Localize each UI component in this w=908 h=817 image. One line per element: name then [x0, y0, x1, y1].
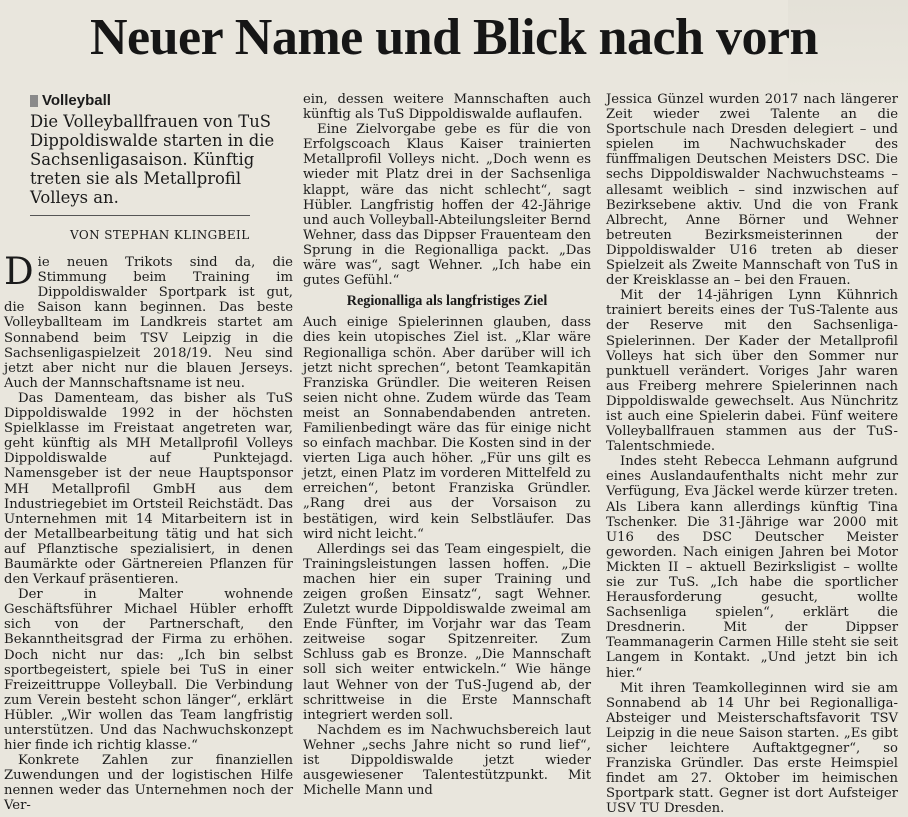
- paragraph: Nachdem es im Nachwuchsbereich laut Wehner „sechs Jahre nicht so rund lief“, ist Dippoldiswalde jetzt wieder ausgewiesener Talentestützpunkt. Mit Michelle Mann und: [303, 722, 591, 799]
- kicker: [30, 92, 293, 110]
- paragraph: Mit der 14-jährigen Lynn Kühnrich trainiert bereits eines der TuS-Talente aus der Reserve mit den Sachsenliga-Spielerinnen. Der Kader der Metallprofil Volleys hat sich über den Sommer nur punktuell verändert. Voriges Jahr waren aus Freiberg mehrere Spielerinnen nach Dippoldiswalde gewechselt. Aus Nünchritz ist auch eine Spielerin dabei. Fünf weitere Volleyballfrauen stammen aus der TuS-Talentschmiede.: [606, 288, 898, 455]
- paragraph: Mit ihren Teamkolleginnen wird sie am Sonnabend ab 14 Uhr bei Regionalliga-Absteiger und Meisterschaftsfavorit TSV Leipzig in die neue Saison starten. „Es gibt sicher leichtere Auftaktgegner“, so Franziska Gründler. Das erste Heimspiel findet am 27. Oktober im heimischen Sportpark statt. Gegner ist dort Aufsteiger USV TU Dresden.: [606, 680, 898, 817]
- headline: Neuer Name und Blick nach vorn: [90, 9, 818, 66]
- column-3: [606, 92, 898, 817]
- paragraph: Eine Zielvorgabe gebe es für die von Erfolgscoach Klaus Kaiser trainierten Metallprofil Volleys nicht. „Doch wenn es wieder mit Platz drei in der Sachsenliga klappt, wäre das nicht schlecht“, sagt Hübler. Langfristig hoffen der 42-Jährige und auch Volleyball-Abteilungsleiter Bernd Wehner, dass das Dippser Frauenteam den Sprung in die Regionalliga packt. „Das wäre was“, sagt Wehner. „Ich habe ein gutes Gefühl.“: [303, 122, 591, 289]
- teaser: Die Volleyballfrauen von TuS Dippoldiswalde starten in die Sachsenligasaison. Künftig treten sie als Metallprofil Volleys an.: [30, 112, 275, 207]
- paragraph: Jessica Günzel wurden 2017 nach längerer Zeit wieder zwei Talente an die Sportschule nach Dresden delegiert – und spielen im Nachwuchskader des fünffmaligen Deutschen Meisters DSC. Die sechs Dippoldiswalder Nachwuchsteams – allesamt weiblich – sind inzwischen auf Bezirksebene aktiv. Und die von Frank Albrecht, Anne Börner und Wehner betreuten Bezirksmeisterinnen der Dippoldiswalder U16 treten ab dieser Spielzeit als Zweite Mannschaft von TuS in der Kreisklasse an – bei den Frauen.: [606, 92, 898, 289]
- teaser-rule: [30, 215, 250, 216]
- paragraph: Das Damenteam, das bisher als TuS Dippoldiswalde 1992 in der höchsten Spielklasse im Freistaat angetreten war, geht künftig als MH Metallprofil Volleys Dippoldiswalde auf Punktejagd. Namensgeber ist der neue Hauptsponsor MH Metallprofil GmbH aus dem Industriegebiet im Ortsteil Reichstädt. Das Unternehmen mit 14 Mitarbeitern ist in der Metallbearbeitung tätig und hat sich auf Pflanztische spezialisiert, in denen Baumärkte oder Gärtnereien Pflanzen für den Verkauf präsentieren.: [4, 390, 293, 588]
- paragraph: ein, dessen weitere Mannschaften auch künftig als TuS Dippoldiswalde auflaufen.: [303, 92, 591, 123]
- column-2: [303, 92, 591, 798]
- paragraph: Der in Malter wohnende Geschäftsführer Michael Hübler erhofft sich von der Partnerschaft, den Bekanntheitsgrad der Firma zu erhöhen. Doch nicht nur das: „Ich bin selbst sportbegeistert, spiele bei TuS in einer Freizeittruppe Volleyball. Die Verbindung zum Verein besteht schon länger“, erklärt Hübler. „Wir wollen das Team langfristig unterstützen. Und das Nachwuchskonzept hier finde ich richtig klasse.“: [4, 587, 293, 754]
- kicker-marker: [30, 95, 38, 107]
- paragraph: Konkrete Zahlen zur finanziellen Zuwendungen und der logistischen Hilfe nennen weder das Unternehmen noch der Ver-: [4, 753, 293, 814]
- column-1: [4, 92, 293, 814]
- byline: VON STEPHAN KLINGBEIL: [70, 228, 250, 242]
- subheading: Regionalliga als langfristiges Ziel: [346, 293, 548, 310]
- paragraph: Indes steht Rebecca Lehmann aufgrund eines Auslandaufenthalts nicht mehr zur Verfügung, Eva Jäckel werde kürzer treten. Als Libera kann allerdings künftig Tina Tschenker. Die 31-Jährige war 2000 mit U16 des DSC Deutscher Meister geworden. Nach einigen Jahren bei Motor Mickten II – aktuell Bezirksligist – wollte sie zur TuS. „Ich habe die sportlicher Herausforderung gesucht, wollte Sachsenliga spielen“, erklärt die Dresdnerin. Mit der Dippser Teammanagerin Carmen Hille steht sie seit Langem in Kontakt. „Und jetzt bin ich hier.“: [606, 454, 898, 681]
- kicker-label: Volleyball: [42, 92, 111, 109]
- dropcap: D: [4, 250, 34, 294]
- paragraph: Die neuen Trikots sind da, die Stimmung beim Training im Dippoldiswalder Sportpark ist gut, die Saison kann beginnen. Das beste Volleyballteam im Landkreis startet am Sonnabend beim TSV Leipzig in die Sachsenligaspielzeit 2018/19. Neu sind jetzt aber nicht nur die blauen Jerseys. Auch der Mannschaftsname ist neu.: [4, 250, 293, 391]
- paragraph: Auch einige Spielerinnen glauben, dass dies kein utopisches Ziel ist. „Klar wäre Regionalliga schön. Aber darüber will ich jetzt nicht sprechen“, betont Teamkapitän Franziska Gründler. Die weiteren Reisen seien nicht ohne. Zudem würde das Team meist an Sonnabendabenden antreten. Familienbedingt wäre das für einige nicht so einfach machbar. Die Kosten sind in der vierten Liga auch höher. „Für uns gilt es jetzt, einen Platz im vorderen Mittelfeld zu erreichen“, betont Franziska Gründler. „Rang drei aus der Vorsaison zu bestätigen, wird kein Selbstläufer. Das wird nicht leicht.“: [303, 315, 591, 542]
- paragraph: Allerdings sei das Team eingespielt, die Trainingsleistungen lassen hoffen. „Die machen hier ein super Training und zeigen großen Einsatz“, sagt Wehner. Zuletzt wurde Dippoldiswalde zweimal am Ende Fünfter, im Vorjahr war das Team zeitweise sogar Spitzenreiter. Zum Schluss gab es Bronze. „Die Mannschaft soll sich weiter entwickeln.“ Wie hänge laut Wehner von der TuS-Jugend ab, der schrittweise in die Erste Mannschaft integriert werden soll.: [303, 541, 591, 723]
